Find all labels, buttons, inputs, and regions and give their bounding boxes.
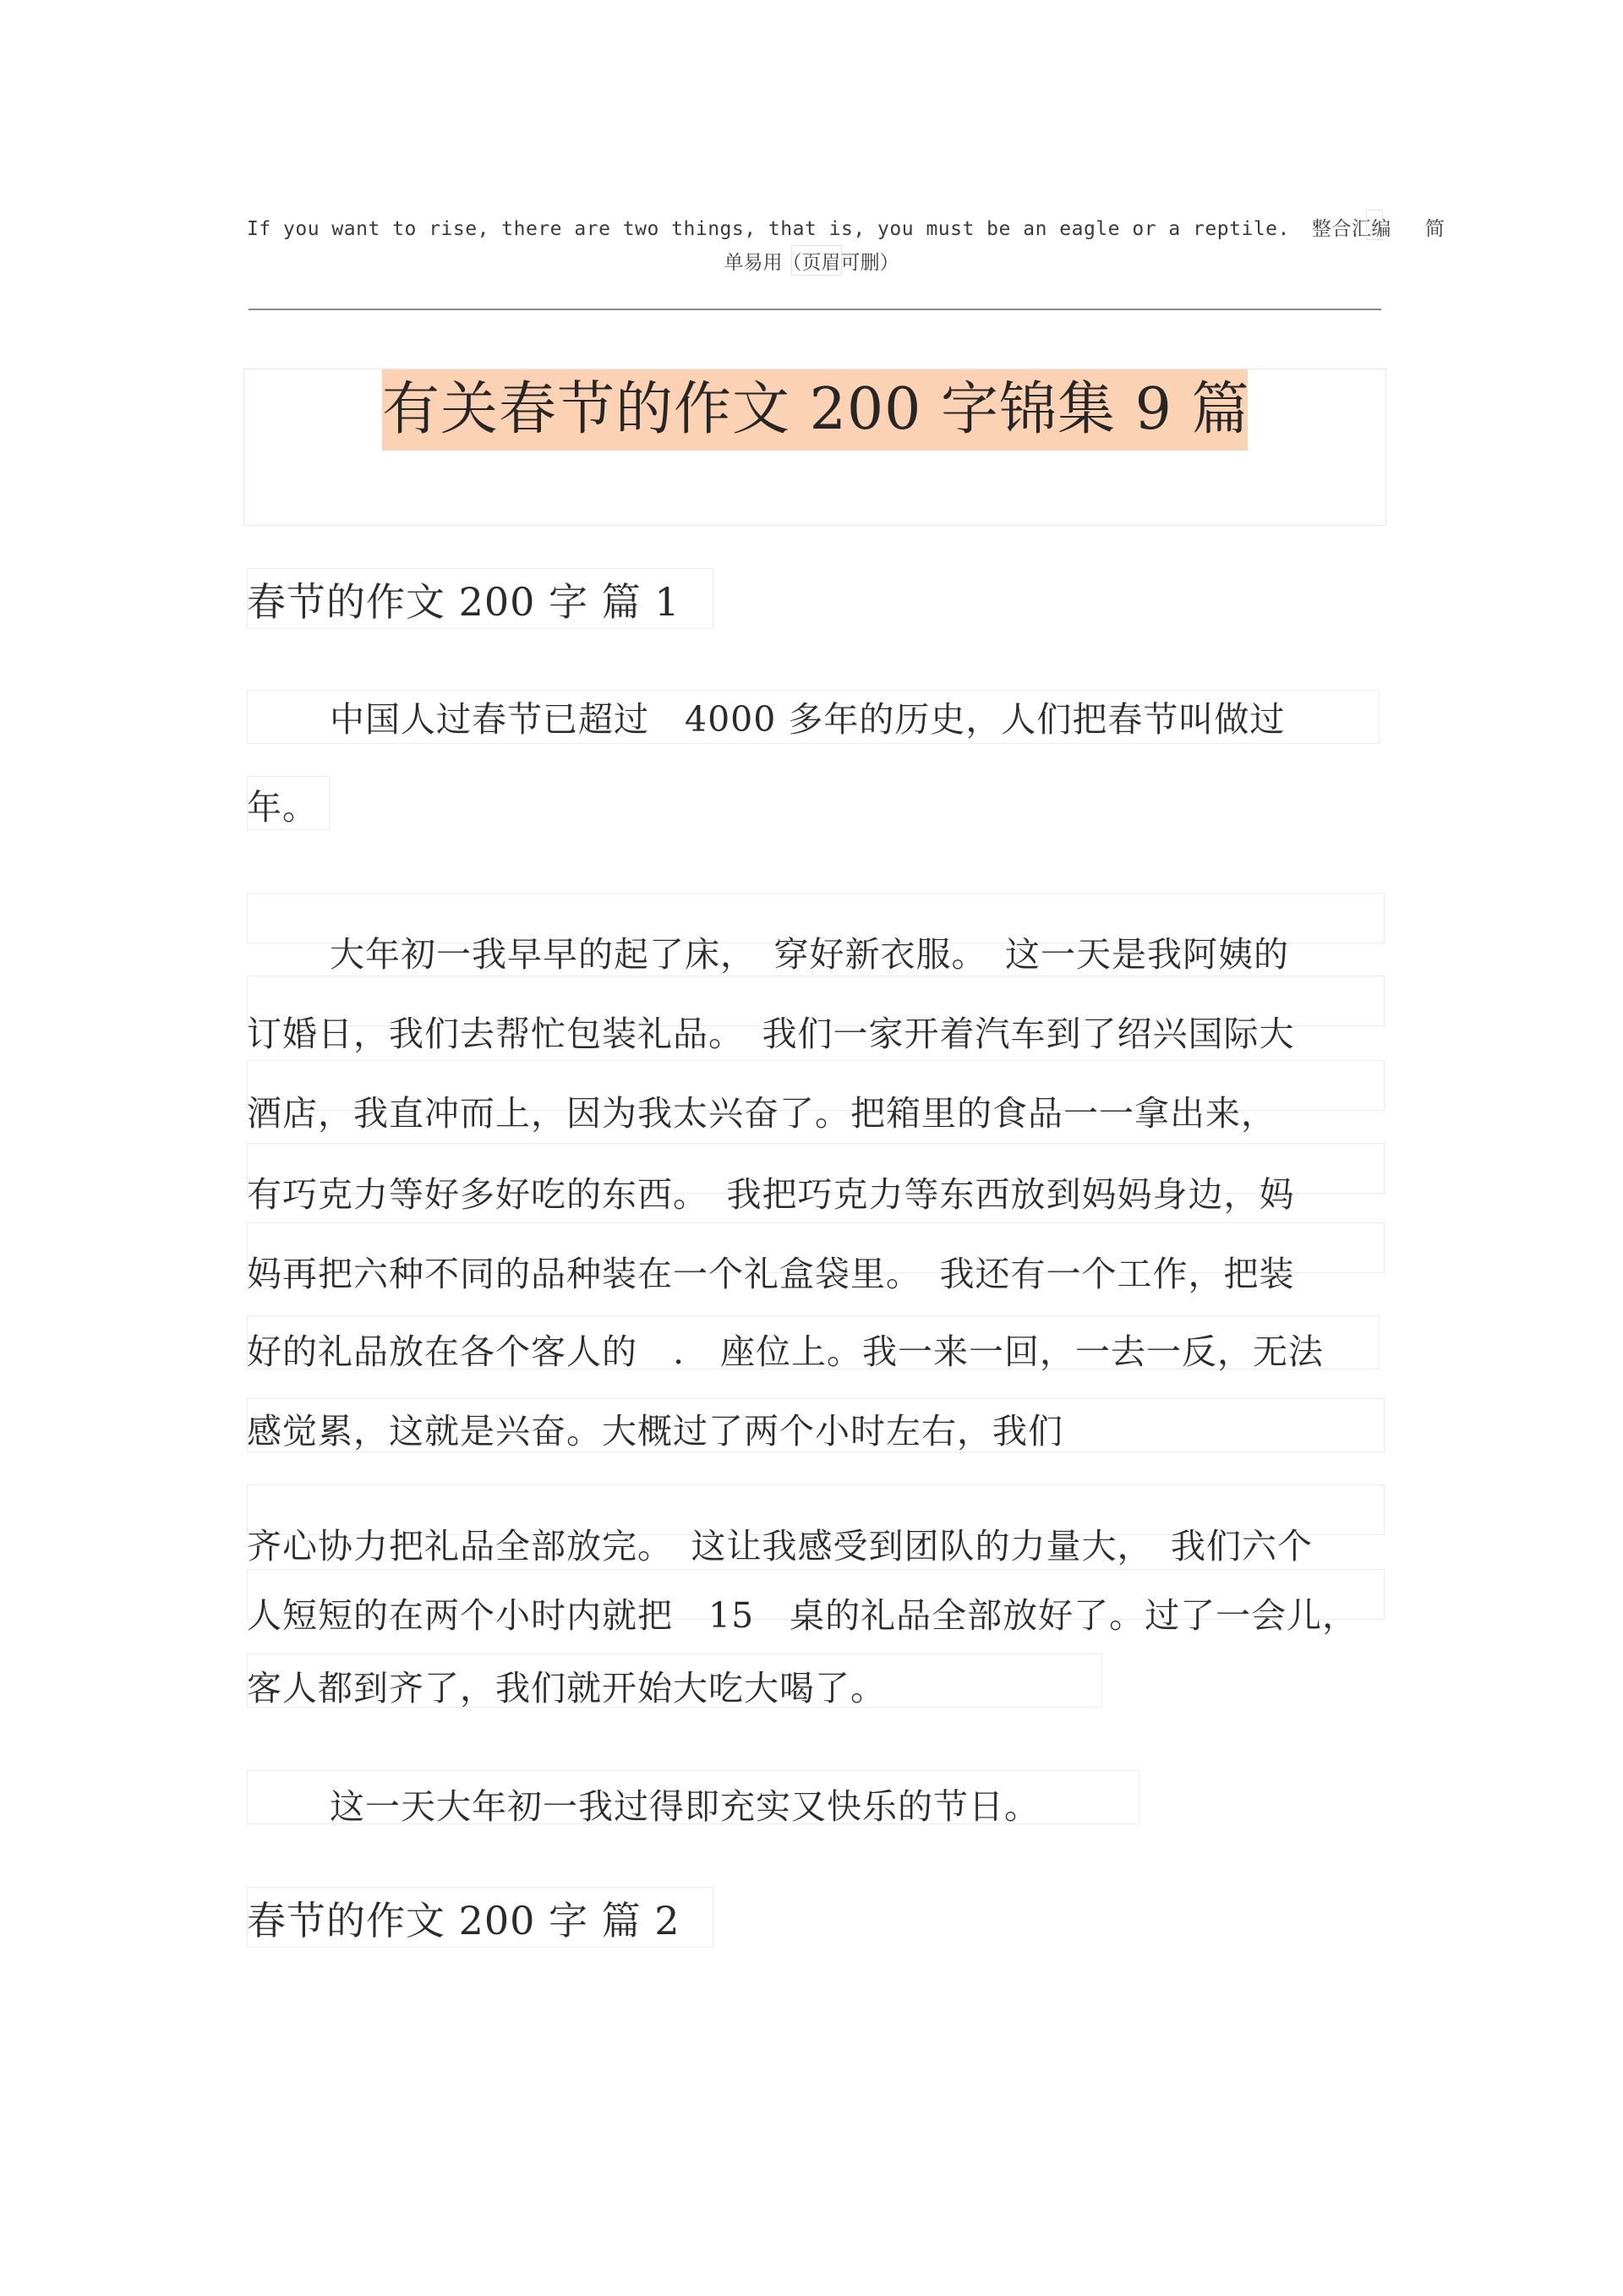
line-frame [247,776,330,830]
page-header-line-1 [247,213,1445,241]
heading-frame-2 [247,1887,713,1948]
paragraph-line: 酒店，我直冲而上，因为我太兴奋了。把箱里的食品一一拿出来， [247,1093,1276,1134]
header-cn-text-a: 整合汇编 [1311,218,1391,240]
paragraph-line: 感觉累，这就是兴奋。大概过了两个小时左右，我们 [247,1411,1063,1451]
paragraph-line: 大年初一我早早的起了床， 穿好新衣服。 这一天是我阿姨的 [330,934,1289,975]
heading-frame-1 [247,568,713,629]
header-english-quote: If you want to rise, there are two things, that is, you must be an eagle or a reptile. [247,218,1290,240]
header-divider [249,309,1381,310]
paragraph-line: 人短短的在两个小时内就把 15 桌的礼品全部放好了。过了一会儿， [247,1595,1358,1636]
page-header-line-2: 单易用（页眉可删） [724,252,899,274]
paragraph-line: 订婚日，我们去帮忙包装礼品。 我们一家开着汽车到了绍兴国际大 [247,1014,1295,1054]
document-title: 有关春节的作文 200 字锦集 9 篇 [382,369,1248,451]
line-frame [247,690,1380,744]
header-cn-text-b: 简 [1424,218,1445,240]
header-field-box-2 [791,245,842,276]
header-field-box [1366,210,1383,240]
paragraph-line: 年。 [247,787,318,828]
paragraph-line: 中国人过春节已超过 4000 多年的历史，人们把春节叫做过 [330,699,1286,740]
paragraph-line: 齐心协力把礼品全部放完。 这让我感受到团队的力量大， 我们六个 [247,1526,1313,1566]
paragraph-line: 好的礼品放在各个客人的 . 座位上。我一来一回，一去一反，无法 [247,1331,1325,1372]
paragraph-line: 这一天大年初一我过得即充实又快乐的节日。 [330,1786,1040,1827]
paragraph-line: 妈再把六种不同的品种装在一个礼盒袋里。 我还有一个工作，把装 [247,1254,1295,1294]
paragraph-line: 客人都到齐了，我们就开始大吃大喝了。 [247,1668,886,1708]
section-heading-1: 春节的作文 200 字 篇 1 [247,579,680,625]
paragraph-line: 有巧克力等好多好吃的东西。 我把巧克力等东西放到妈妈身边，妈 [247,1174,1295,1215]
section-heading-2: 春节的作文 200 字 篇 2 [247,1898,680,1943]
